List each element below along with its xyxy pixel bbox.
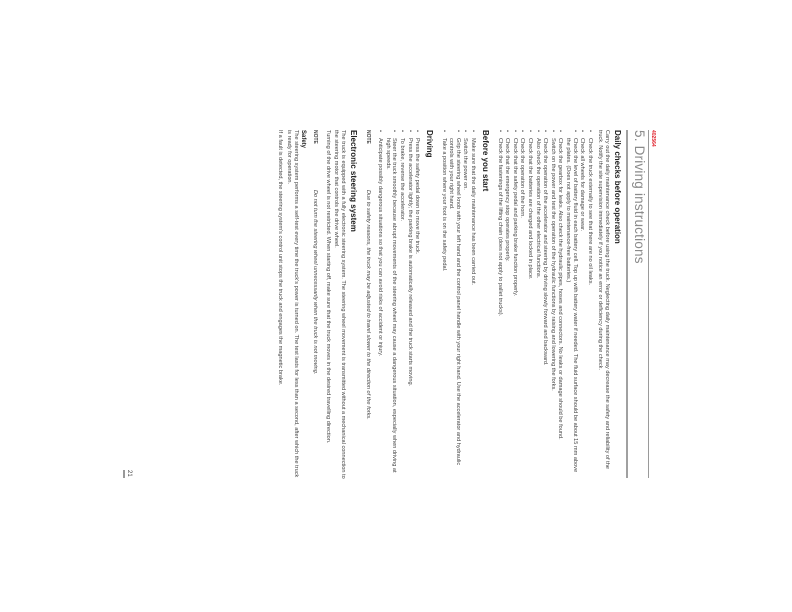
list-item: • Steer the truck smoothly because abrupt movements of the steering wheel may cause a dangerous situation, especially when driving at high speeds. xyxy=(384,130,398,473)
section-driving xyxy=(364,130,434,480)
section-title-before-start: Before you start xyxy=(481,130,491,192)
bullet-icon: • xyxy=(414,130,421,132)
note-label: NOTE xyxy=(364,130,371,144)
safety-paragraph: If a fault is detected, the steering system's control unit stops the truck and engages the magnetic brake. xyxy=(277,130,284,386)
list-item: • Check the fastenings of the lifting chain (does not apply to pallet trucks). xyxy=(496,130,503,317)
driving-note xyxy=(364,130,371,480)
section-title-steering: Electronic steering system xyxy=(348,130,358,232)
bullet-icon: • xyxy=(557,130,564,132)
driving-list xyxy=(377,130,421,480)
chapter-title: 5. Driving instructions xyxy=(632,130,647,264)
page-number-bar xyxy=(123,470,125,478)
bullet-icon: • xyxy=(406,130,413,132)
section-title-daily-checks: Daily checks before operation xyxy=(613,130,622,244)
list-item: • Check that the batteries are charged and locked in place. xyxy=(527,130,534,280)
bullet-icon: • xyxy=(462,130,469,132)
list-item: • Press the accelerator lightly; the parking brake is automatically released and the truck starts moving. xyxy=(406,130,413,387)
bullet-icon: • xyxy=(519,130,526,132)
bullet-icon: • xyxy=(534,130,541,132)
bullet-icon: • xyxy=(496,130,503,132)
header-rule-bottom xyxy=(626,130,628,478)
daily-checks-list xyxy=(496,130,593,480)
bullet-icon: • xyxy=(391,130,398,132)
bullet-icon: • xyxy=(470,130,477,132)
steering-paragraph: The truck is equipped with a fully electronic steering system. The steering wheel movement is transmitted without a mechanical connection to the steering motor that controls the drive wheel. xyxy=(333,130,346,479)
bullet-icon: • xyxy=(504,130,511,132)
before-start-list xyxy=(440,130,476,480)
daily-checks-intro: Carry out the daily maintenance check before using the truck. Neglecting daily maintenance may decrease the safety and reliability of the truck. Notify the site supervision immediately if you notice an error or deficiency during the check. xyxy=(597,130,610,469)
list-item: • Press the safety pedal down to move the truck. xyxy=(414,130,421,255)
bullet-icon: • xyxy=(454,130,461,132)
section-daily-checks xyxy=(496,130,622,480)
bullet-icon: • xyxy=(377,130,384,132)
list-item: • Also check the operation of the other electrical functions. xyxy=(534,130,541,279)
header-rule-top xyxy=(648,130,649,478)
list-item: • Switch the power on. xyxy=(462,130,469,190)
list-item: • Switch on the power and test the operation of the hydraulic functions by raising and lowering the forks. xyxy=(549,130,556,391)
list-item: • Take a position where your foot is on the safety pedal. xyxy=(440,130,447,272)
bullet-icon: • xyxy=(542,130,549,132)
section-before-start xyxy=(440,130,490,480)
safety-paragraph: The steering system performs a self-test every time the truck's power is turned on. The test lasts for less than a second, after which the truck is ready for operation. xyxy=(286,130,299,478)
list-item: • Check the operation of the accelerator and steering by driving slowly forward and backward. xyxy=(542,130,549,366)
list-item: • Grip the steering wheel knob with your left hand and the control panel handle with your right hand. Use the accelerator and hydraulic controls with your right hand. xyxy=(448,130,461,466)
page-body xyxy=(271,130,622,480)
list-item: • To brake, reverse the accelerator. xyxy=(398,130,405,222)
list-item: • Check that the safety pedal and parking brake function properly. xyxy=(511,130,518,297)
list-item: • Anticipate possibly dangerous situations so that you can avoid risks of accident or injury. xyxy=(377,130,384,357)
bullet-icon: • xyxy=(440,130,447,132)
list-item: • Check the level of battery fluid in each battery cell. Top up with battery water if needed. The fluid surface should be about 15 mm above the plates. (Does not apply to maintenance-free batteries.) xyxy=(565,130,578,473)
bullet-icon: • xyxy=(571,130,578,132)
list-item: • Check the operation of the horn. xyxy=(519,130,526,218)
note-label: NOTE xyxy=(312,130,319,144)
note-text: Do not turn the steering wheel unnecessarily when the truck is not moving. xyxy=(312,190,319,375)
bullet-icon: • xyxy=(511,130,518,132)
subsection-title-safety: Safety xyxy=(299,130,306,149)
list-item: • Make sure that the daily maintenance has been carried out. xyxy=(470,130,477,286)
bullet-icon: • xyxy=(527,130,534,132)
list-item: • Check the gearbox for leaks. Also check the hydraulic pipes, hoses and connectors. No leaks or damage should be found. xyxy=(557,130,564,440)
list-item: • Check the truck externally to see that there are no oil leaks. xyxy=(586,130,593,286)
steering-note xyxy=(312,130,319,480)
section-steering xyxy=(277,130,358,480)
note-text: Due to safety reasons, the truck may be adjusted to travel slower to the direction of the forks. xyxy=(364,190,371,420)
document-code: 402564 xyxy=(650,130,656,147)
bullet-icon: • xyxy=(579,130,586,132)
list-item: • Check that the emergency stop operates properly. xyxy=(504,130,511,262)
steering-paragraph: Turning of the drive wheel is not restricted. When starting off, make sure that the truck moves in the desired travelling direction. xyxy=(324,130,331,444)
list-item: • Check all wheels for damage or wear. xyxy=(579,130,586,232)
bullet-icon: • xyxy=(586,130,593,132)
section-title-driving: Driving xyxy=(425,130,435,158)
page-number: 21 xyxy=(126,470,132,477)
bullet-icon: • xyxy=(549,130,556,132)
bullet-icon: • xyxy=(398,130,405,132)
